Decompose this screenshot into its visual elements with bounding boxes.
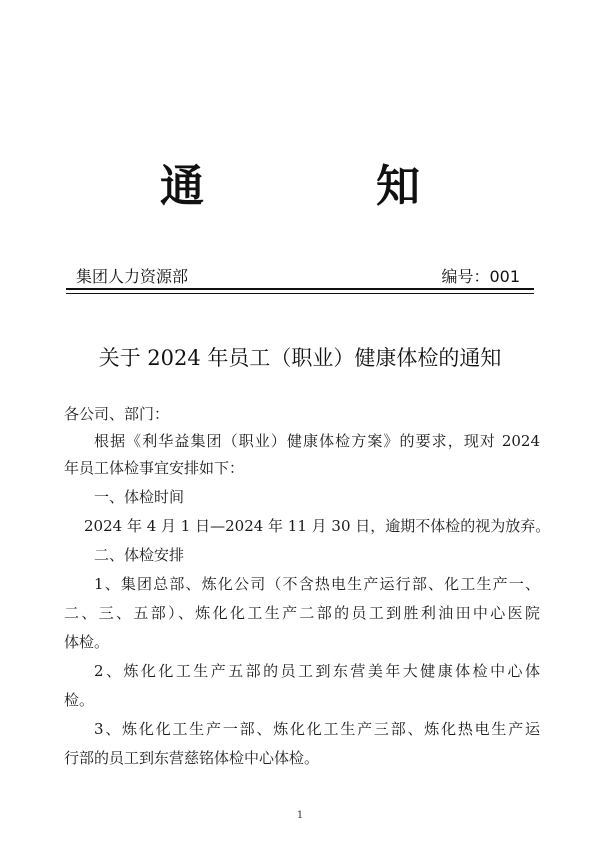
item-1-line-3: 体检。: [64, 633, 110, 651]
header-rule-thick: [66, 288, 534, 290]
item-2-line-1: 2、炼化化工生产五部的员工到东营美年大健康体检中心体: [94, 662, 540, 680]
section-heading-time: 一、体检时间: [94, 488, 185, 506]
item-3-line-2: 行部的员工到东营慈铭体检中心体检。: [64, 749, 320, 767]
item-3-line-1: 3、炼化化工生产一部、炼化化工生产三部、炼化热电生产运: [94, 720, 540, 738]
section-heading-arrangement: 二、体检安排: [94, 546, 185, 564]
page-number: 1: [296, 810, 304, 821]
intro-line-1: 根据《利华益集团（职业）健康体检方案》的要求，现对 2024: [94, 432, 540, 450]
salutation: 各公司、部门：: [64, 405, 170, 423]
issuer-row: [76, 264, 520, 287]
section-text-time: 2024 年 4 月 1 日—2024 年 11 月 30 日，逾期不体检的视为放弃。: [84, 517, 551, 535]
issuer-department: 集团人力资源部: [76, 267, 189, 286]
header-rule-thin: [66, 293, 534, 294]
intro-line-2: 年员工体检事宜安排如下：: [64, 459, 245, 477]
item-1-line-2: 二、三、五部）、炼化化工生产二部的员工到胜利油田中心医院: [64, 604, 540, 622]
notice-heading-char-1: 通: [160, 161, 204, 212]
document-title: 关于 2024 年员工（职业）健康体检的通知: [98, 346, 502, 370]
item-2-line-2: 检。: [64, 691, 95, 709]
item-1-line-1: 1、集团总部、炼化公司（不含热电生产运行部、化工生产一、: [94, 575, 540, 593]
notice-heading-char-2: 知: [376, 161, 420, 212]
document-number: 编号：001: [441, 267, 520, 286]
notice-heading: [160, 150, 420, 214]
document-body: [64, 401, 551, 772]
